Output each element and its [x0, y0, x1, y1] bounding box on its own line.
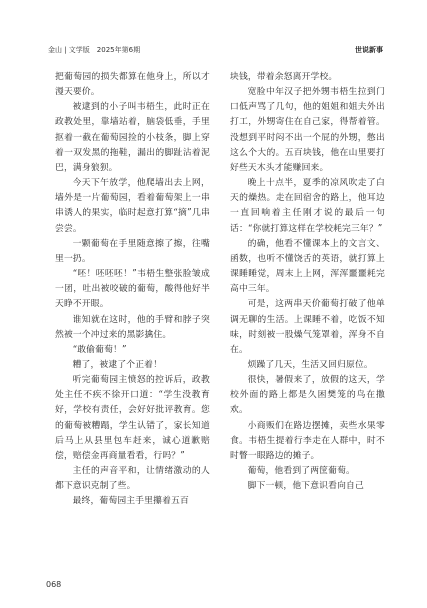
right-text-column — [230, 70, 385, 494]
left-text-column — [55, 70, 210, 510]
paragraph: 一颗葡萄在手里随意擦了擦，往嘴里一扔。 — [55, 238, 210, 264]
paragraph: 葡萄，他看到了两筐葡萄。 — [247, 466, 355, 477]
journal-header: 金山 | 文学版 2025年第6期 — [48, 46, 141, 54]
paragraph: 主任的声音平和，让情绪激动的人都下意识克制了些。 — [55, 466, 210, 492]
paragraph: 的确，他看不懂课本上的文言文、函数，也听不懂饶舌的英语，就打算上课睡睡觉，周末上上网，浑浑噩噩耗完高中三年。 — [230, 238, 385, 295]
paragraph: “呸！呸呸呸！”韦梧生整张脸皱成一团，吐出被咬破的葡萄，酸得他好半天睁不开眼。 — [55, 269, 210, 310]
paragraph: 脚下一顿，他下意识看向自己 — [247, 481, 364, 492]
paragraph: 最终，葡萄园主手里攥着五百 — [72, 496, 189, 507]
paragraph: “敢偷葡萄！” — [72, 344, 127, 355]
paragraph: 把葡萄园的损失都算在他身上，所以才漫天要价。 — [55, 72, 210, 98]
paragraph: 小商贩们在路边摆摊，卖些水果零食。韦梧生提着行李走在人群中，时不时瞥一眼路边的摊子。 — [230, 420, 385, 461]
paragraph: 烦躁了几天，生活又回归原位。 — [247, 359, 373, 370]
paragraph: 晚上十点半，夏季的凉风吹走了白天的燥热。走在回宿舍的路上，他耳边一直回响着主任刚才说的最后一句话：“你就打算这样在学校耗完三年？” — [230, 178, 385, 234]
paragraph: 可是，这两串天价葡萄打破了他单调无聊的生活。上课睡不着，吃饭不知味，时刻被一股燥气笼罩着，浑身不自在。 — [230, 299, 385, 355]
paragraph: 块钱，带着余怒离开学校。 — [230, 72, 338, 82]
paragraph: 宽脸中年汉子把外甥韦梧生拉到门口低声骂了几句，他的姐姐和姐夫外出打工，外甥寄住在自己家，得帮着管。没想到平时闷不出一个屁的外甥，憋出这么个大的。五百块钱，他在山里要打好些天木头才能赚回来。 — [230, 87, 385, 173]
paragraph: 很快，暑假来了，放假的这天，学校外面的路上都是久困樊笼的鸟在撒欢。 — [230, 375, 385, 416]
paragraph: 谁知就在这时，他的手臂和脖子突然被一个冲过来的黑影擒住。 — [55, 314, 210, 340]
paragraph: 听完葡萄园主愤怒的控诉后，政教处主任不疾不徐开口道：“学生没教育好，学校有责任，会好好批评教育。您的葡萄被糟蹋，学生认错了，家长知道后马上从县里包车赶来，诚心道歉赔偿，赔偿金再商量看看，行吗？” — [55, 375, 210, 461]
paragraph: 糟了，被逮了个正着！ — [72, 359, 163, 370]
paragraph: 今天下午放学，他爬墙出去上网，墙外是一片葡萄园，看着葡萄架上一串串诱人的果实，临时起意打算“摘”几串尝尝。 — [55, 178, 210, 234]
page-number: 068 — [46, 580, 62, 589]
section-title: 世说新事 — [355, 46, 383, 54]
paragraph: 被逮到的小子叫韦梧生，此时正在政教处里，靠墙站着，脑袋低垂，手里抠着一截在葡萄园捡的小枝条，脚上穿着一双发黑的拖鞋，漏出的脚趾沾着泥巴，满身狼狈。 — [55, 102, 210, 173]
